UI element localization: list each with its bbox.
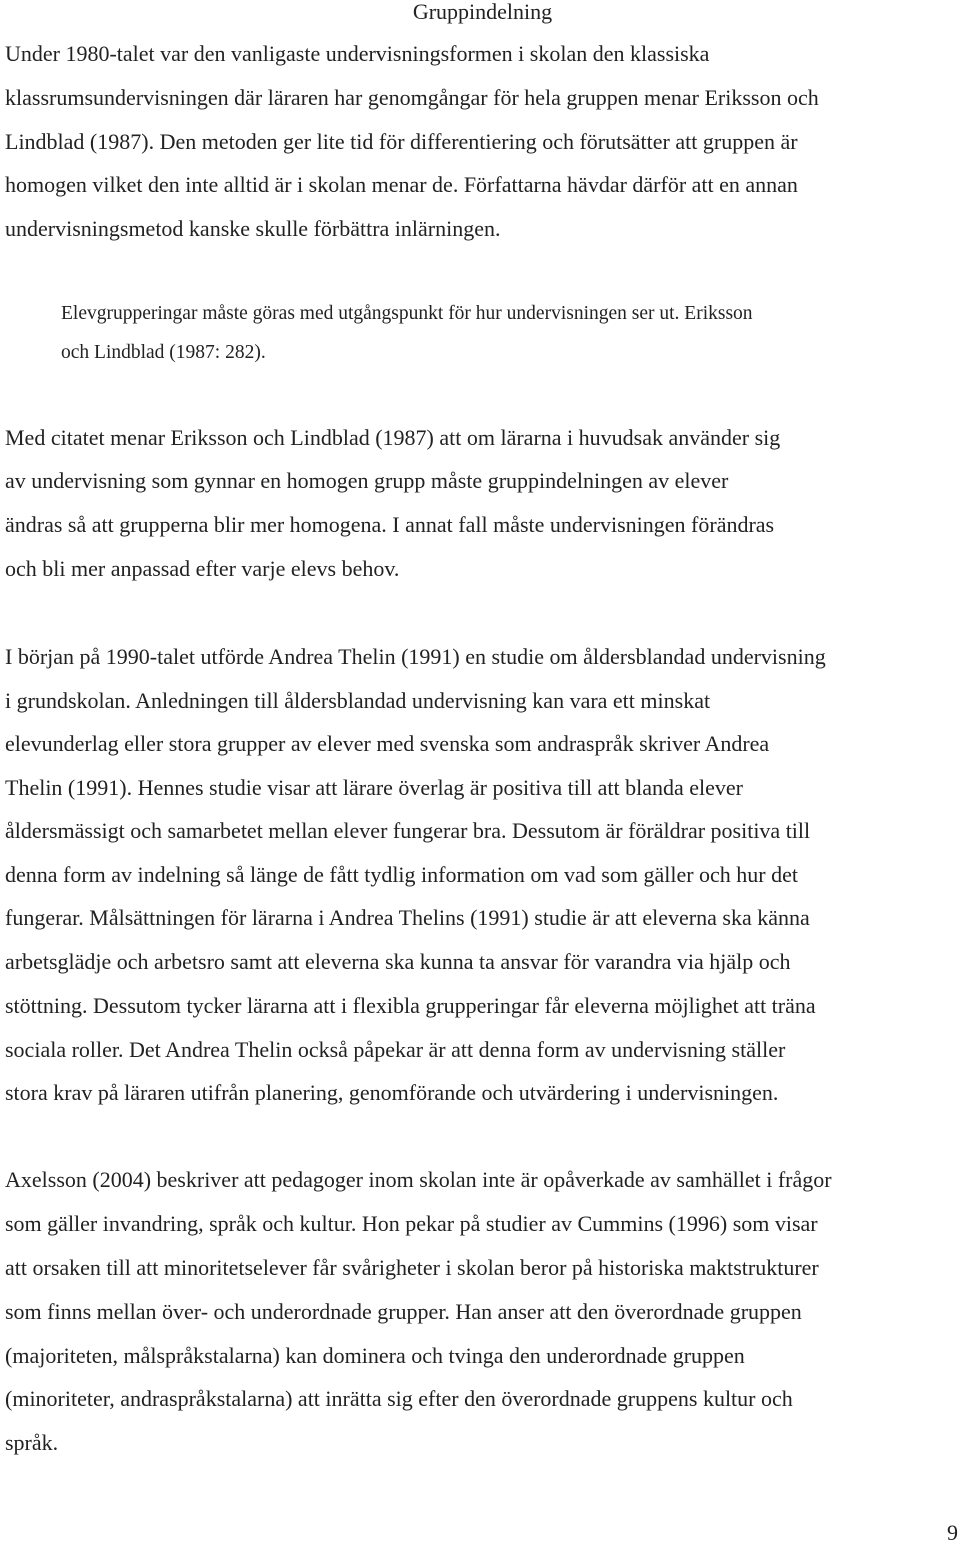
text-line: (minoriteter, andraspråkstalarna) att inrätta sig efter den överordnade gruppens kultur och (5, 1386, 793, 1411)
text-line: att orsaken till att minoritetselever får svårigheter i skolan beror på historiska maktstrukturer (5, 1255, 819, 1280)
quote-line: och Lindblad (1987: 282). (61, 342, 266, 363)
text-line: klassrumsundervisningen där läraren har genomgångar för hela gruppen menar Eriksson och (5, 85, 819, 110)
text-line: sociala roller. Det Andrea Thelin också påpekar är att denna form av undervisning ställer (5, 1037, 786, 1062)
text-line: (majoriteten, målspråkstalarna) kan dominera och tvinga den underordnade gruppen (5, 1343, 745, 1368)
quote-line: Elevgrupperingar måste göras med utgångspunkt för hur undervisningen ser ut. Eriksson (61, 303, 753, 324)
text-line: ändras så att grupperna blir mer homogena. I annat fall måste undervisningen förändras (5, 512, 775, 537)
text-line: elevunderlag eller stora grupper av elever med svenska som andraspråk skriver Andrea (5, 731, 770, 756)
text-line: denna form av indelning så länge de fått tydlig information om vad som gäller och hur det (5, 862, 799, 887)
text-line: i grundskolan. Anledningen till åldersblandad undervisning kan vara ett minskat (5, 688, 711, 713)
text-line: som gäller invandring, språk och kultur. Hon pekar på studier av Cummins (1996) som visar (5, 1211, 818, 1236)
text-line: av undervisning som gynnar en homogen grupp måste gruppindelningen av elever (5, 468, 729, 493)
text-line: åldersmässigt och samarbetet mellan elever fungerar bra. Dessutom är föräldrar positiva till (5, 818, 811, 843)
text-line: fungerar. Målsättningen för lärarna i Andrea Thelins (1991) studie är att eleverna ska känna (5, 905, 810, 930)
text-line: språk. (5, 1430, 59, 1455)
text-line: Lindblad (1987). Den metoden ger lite tid för differentiering och förutsätter att gruppen är (5, 129, 798, 154)
text-line: stöttning. Dessutom tycker lärarna att i flexibla grupperingar får eleverna möjlighet att träna (5, 993, 816, 1018)
text-line: Under 1980-talet var den vanligaste undervisningsformen i skolan den klassiska (5, 41, 710, 66)
text-line: Med citatet menar Eriksson och Lindblad (1987) att om lärarna i huvudsak använder sig (5, 425, 781, 450)
text-line: Thelin (1991). Hennes studie visar att lärare överlag är positiva till att blanda elever (5, 775, 743, 800)
text-line: homogen vilket den inte alltid är i skolan menar de. Författarna hävdar därför att en annan (5, 172, 798, 197)
text-line: som finns mellan över- och underordnade grupper. Han anser att den överordnade gruppen (5, 1299, 802, 1324)
text-line: stora krav på läraren utifrån planering, genomförande och utvärdering i undervisningen. (5, 1080, 779, 1105)
text-line: I början på 1990-talet utförde Andrea Thelin (1991) en studie om åldersblandad undervisning (5, 644, 826, 669)
section-heading: Gruppindelning (412, 0, 553, 24)
text-line: arbetsglädje och arbetsro samt att eleverna ska kunna ta ansvar för varandra via hjälp och (5, 949, 791, 974)
page-number: 9 (947, 1520, 958, 1545)
text-line: undervisningsmetod kanske skulle förbättra inlärningen. (5, 216, 501, 241)
text-line: och bli mer anpassad efter varje elevs behov. (5, 556, 400, 581)
text-line: Axelsson (2004) beskriver att pedagoger inom skolan inte är opåverkade av samhället i frågor (5, 1167, 832, 1192)
